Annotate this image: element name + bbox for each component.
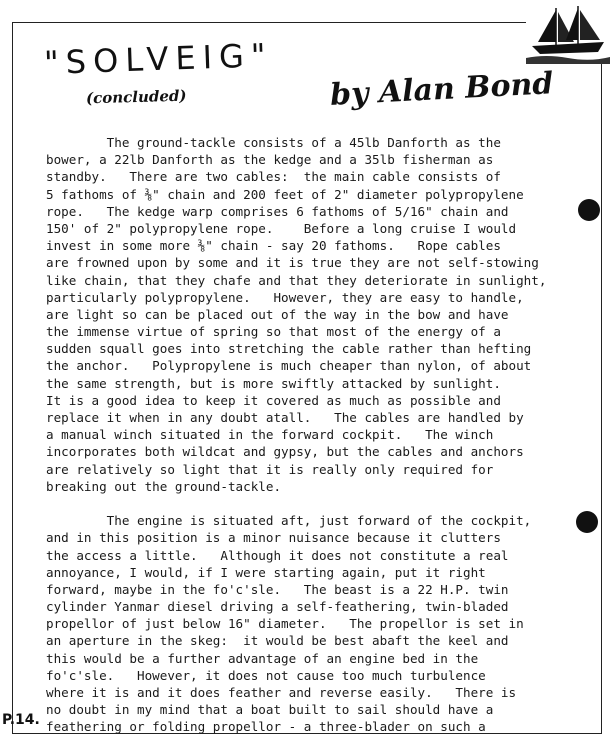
article-title: "SOLVEIG" xyxy=(43,36,274,82)
body-line: a manual winch situated in the forward cockpit. The winch xyxy=(46,427,494,443)
body-line: the anchor. Polypropylene is much cheaper than nylon, of about xyxy=(46,358,532,374)
body-line: breaking out the ground-tackle. xyxy=(46,478,282,494)
body-line: The engine is situated aft, just forward of the cockpit, xyxy=(46,513,532,529)
body-line: It is a good idea to keep it covered as much as possible and xyxy=(46,392,501,408)
body-line: rope. The kedge warp comprises 6 fathoms of 5/16" chain and xyxy=(46,203,509,219)
body-line: cylinder Yanmar diesel driving a self-feathering, twin-bladed xyxy=(46,599,509,615)
body-line: are frowned upon by some and it is true they are not self-stowing xyxy=(46,255,539,271)
body-line: like chain, that they chafe and that they deteriorate in sunlight, xyxy=(46,272,547,288)
body-line: The ground-tackle consists of a 45lb Danforth as the xyxy=(46,135,501,150)
article-body xyxy=(46,134,586,736)
body-line: feathering or folding propellor - a three-blader on such a xyxy=(46,719,486,735)
body-line: the immense virtue of spring so that most of the energy of a xyxy=(46,324,501,340)
body-line: 5 fathoms of ⅜" chain and 200 feet of 2" diameter polypropylene xyxy=(46,186,524,202)
article-author: by Alan Bond xyxy=(329,66,555,113)
body-line: propellor of just below 16" diameter. The propellor is set in xyxy=(46,616,524,632)
punch-hole-icon xyxy=(576,511,598,533)
body-line: sudden squall goes into stretching the cable rather than hefting xyxy=(46,341,532,357)
body-line: replace it when in any doubt atall. The cables are handled by xyxy=(46,410,524,425)
punch-hole-icon xyxy=(578,199,600,221)
body-line: where it is and it does feather and reverse easily. There is xyxy=(46,685,517,700)
body-line: the access a little. Although it does not constitute a real xyxy=(46,547,509,563)
page-number: P.14. xyxy=(2,712,40,728)
body-line: invest in some more ⅜" chain - say 20 fathoms. Rope cables xyxy=(46,238,501,254)
body-line: forward, maybe in the fo'c'sle. The beast is a 22 H.P. twin xyxy=(46,581,509,597)
body-line: the same strength, but is more swiftly attacked by sunlight. xyxy=(46,375,501,391)
body-line: particularly polypropylene. However, they are easy to handle, xyxy=(46,289,524,305)
body-line: are light so can be placed out of the way in the bow and have xyxy=(46,306,509,322)
body-line: fo'c'sle. However, it does not cause too much turbulence xyxy=(46,667,486,683)
body-line: annoyance, I would, if I were starting again, put it right xyxy=(46,564,486,580)
paragraph-gap xyxy=(46,495,586,512)
body-line: and in this position is a minor nuisance because it clutters xyxy=(46,530,501,546)
body-line: 150' of 2" polypropylene rope. Before a long cruise I would xyxy=(46,220,517,236)
body-line: incorporates both wildcat and gypsy, but the cables and anchors xyxy=(46,444,524,460)
body-line: are relatively so light that it is really only required for xyxy=(46,461,494,477)
body-line: bower, a 22lb Danforth as the kedge and a 35lb fisherman as xyxy=(46,152,494,168)
body-line: standby. There are two cables: the main cable consists of xyxy=(46,169,501,185)
body-line: an aperture in the skeg: it would be best abaft the keel and xyxy=(46,633,509,649)
article-subtitle: (concluded) xyxy=(85,86,187,108)
sailing-ship-icon xyxy=(526,2,610,64)
body-line: this would be a further advantage of an engine bed in the xyxy=(46,650,479,666)
body-line: no doubt in my mind that a boat built to sail should have a xyxy=(46,702,494,718)
